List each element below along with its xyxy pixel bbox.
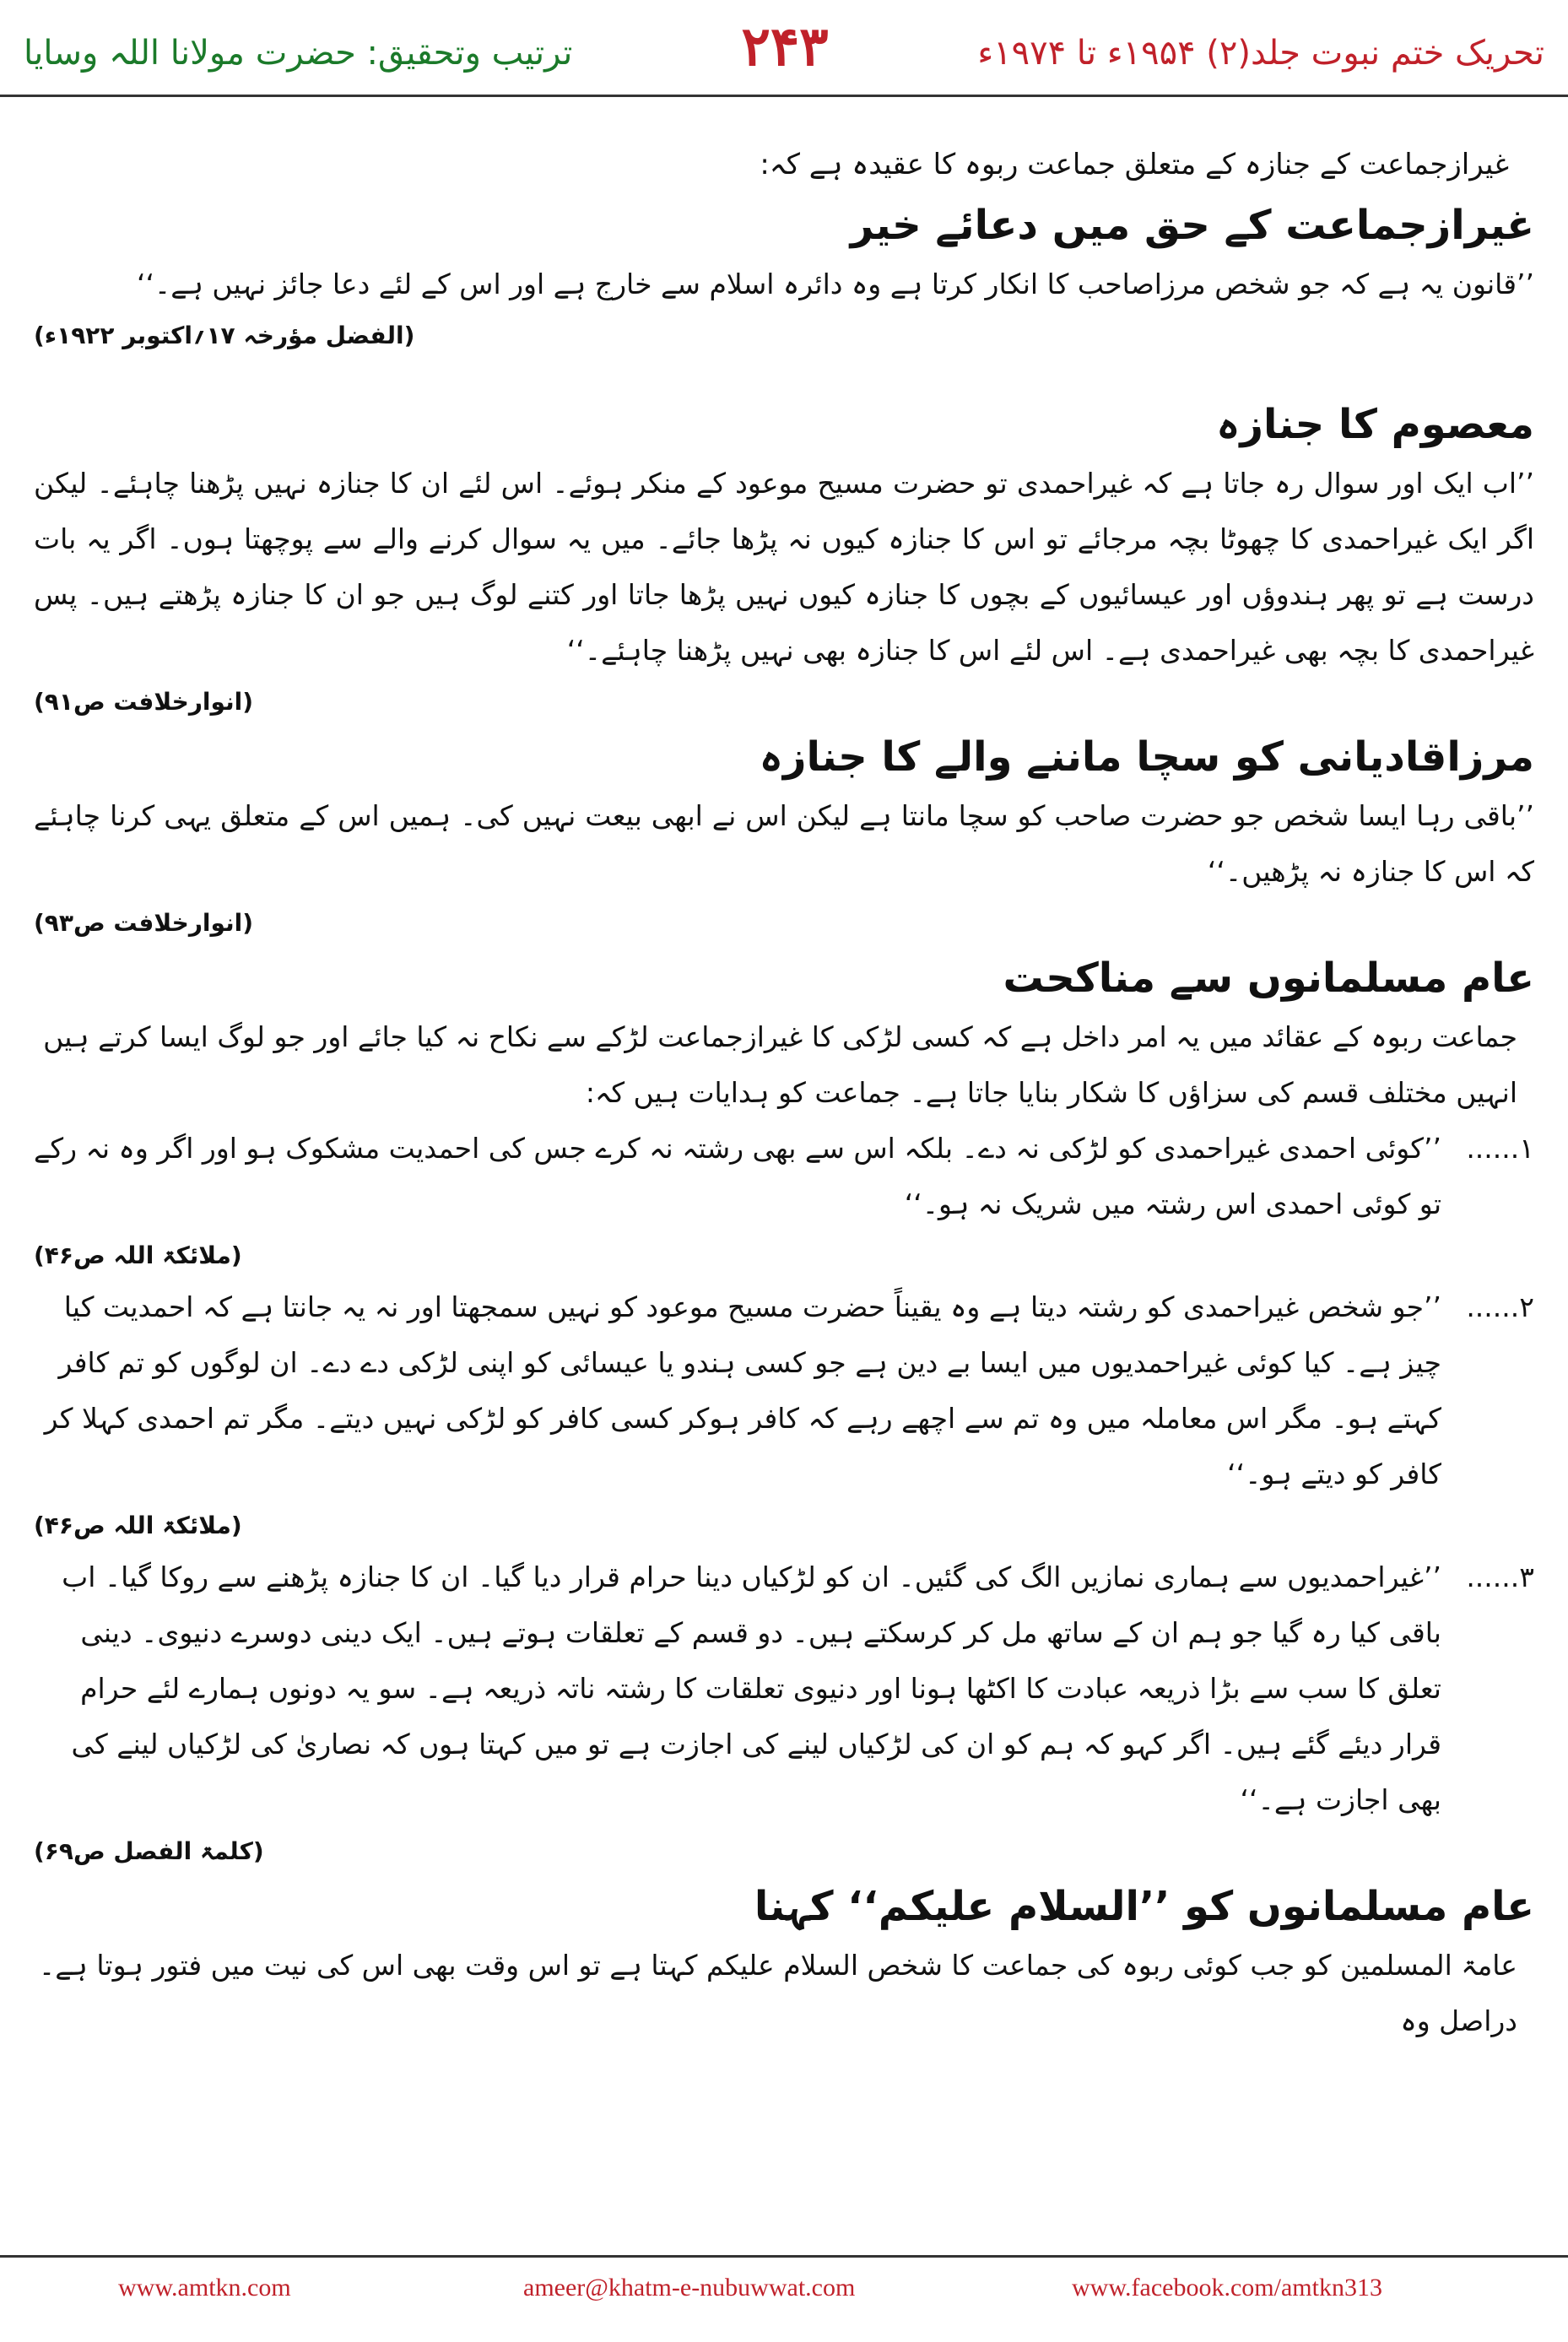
reference-prayer: (الفضل مؤرخہ ۱۷؍اکتوبر ۱۹۲۲ء) xyxy=(34,322,415,349)
reference-believer-funeral: (انوارخلافت ص۹۳) xyxy=(34,909,253,937)
section-heading-believer-funeral: مرزاقادیانی کو سچا ماننے والے کا جنازہ xyxy=(759,733,1534,781)
section-heading-salam: عام مسلمانوں کو ’’السلام علیکم‘‘ کہنا xyxy=(754,1883,1534,1930)
page-number: ۲۴۳ xyxy=(741,15,829,78)
list-item-number: ۳...... xyxy=(1466,1560,1534,1593)
website-link[interactable]: www.amtkn.com xyxy=(118,2274,291,2301)
list-item xyxy=(34,1550,1534,1875)
list-item-text: ’’کوئی احمدی غیراحمدی کو لڑکی نہ دے۔ بلکہ اس سے بھی رشتہ نہ کرے جس کی احمدیت مشکوک ہو اور اگر وہ نہ رکے تو کوئی احمدی اس رشتہ میں شریک نہ ہو۔‘‘ xyxy=(34,1132,1441,1220)
list-item xyxy=(34,1279,1534,1550)
footer-divider xyxy=(0,2255,1568,2258)
page-header xyxy=(0,0,1568,114)
spacer xyxy=(34,360,1534,393)
book-title: تحریک ختم نبوت جلد(۲) ۱۹۵۴ء تا ۱۹۷۴ء xyxy=(977,34,1544,73)
list-item-body xyxy=(34,1121,1441,1279)
email-link[interactable]: ameer@khatm-e-nubuwwat.com xyxy=(523,2274,856,2301)
list-item-body xyxy=(34,1550,1441,1875)
section-heading-child-funeral: معصوم کا جنازہ xyxy=(1216,401,1534,448)
section-heading-marriage: عام مسلمانوں سے مناکحت xyxy=(1003,955,1534,1002)
list-item-reference: (کلمۃ الفصل ص۶۹) xyxy=(34,1837,264,1865)
list-item-reference: (ملائکۃ اللہ ص۴۶) xyxy=(34,1512,242,1539)
list-item xyxy=(34,1121,1534,1279)
facebook-link[interactable]: www.facebook.com/amtkn313 xyxy=(1072,2274,1382,2301)
intro-line: غیرازجماعت کے جنازہ کے متعلق جماعت ربوہ کا عقیدہ ہے کہ: xyxy=(760,148,1509,181)
list-item-reference: (ملائکۃ اللہ ص۴۶) xyxy=(34,1241,242,1269)
quote-believer-funeral: ’’باقی رہا ایسا شخص جو حضرت صاحب کو سچا مانتا ہے لیکن اس نے ابھی بیعت نہیں کی۔ ہمیں اس کے متعلق یہی کرنا چاہئے کہ اس کا جنازہ نہ پڑھیں۔‘‘ xyxy=(34,799,1534,888)
list-item-text: ’’غیراحمدیوں سے ہماری نمازیں الگ کی گئیں۔ ان کو لڑکیاں دینا حرام قرار دیا گیا۔ ان کا جنازہ پڑھنے سے روکا گیا۔ اب باقی کیا رہ گیا جو ہم ان کے ساتھ مل کر کرسکتے ہیں۔ دو قسم کے تعلقات ہوتے ہیں۔ ایک دینی دوسرے دنیوی۔ دینی تعلق کا سب سے بڑا ذریعہ عبادت کا اکٹھا ہونا اور دنیوی تعلقات کا رشتہ ناتہ ذریعہ ہے۔ سو یہ دونوں ہمارے لئے حرام قرار دیئے گئے ہیں۔ اگر کہو کہ ہم کو ان کی لڑکیاں لینے کی اجازت ہے تو میں کہتا ہوں کہ نصاریٰ کی لڑکیاں لینے کی بھی اجازت ہے۔‘‘ xyxy=(62,1560,1441,1816)
compiler-credit: ترتیب وتحقیق: حضرت مولانا اللہ وسایا xyxy=(24,34,573,73)
list-item-body xyxy=(34,1279,1441,1550)
list-item-text: ’’جو شخص غیراحمدی کو رشتہ دیتا ہے وہ یقیناً حضرت مسیح موعود کو نہیں سمجھتا اور نہ یہ جانتا ہے کہ احمدیت کیا چیز ہے۔ کیا کوئی غیراحمدیوں میں ایسا بے دین ہے جو کسی ہندو یا عیسائی کو اپنی لڑکی دے دے۔ ان لوگوں کو تم کافر کہتے ہو۔ مگر اس معاملہ میں وہ تم سے اچھے رہے کہ کافر ہوکر کسی کافر کو لڑکی نہیں دیتے۔ مگر تم احمدی کہلا کر کافر کو دیتے ہو۔‘‘ xyxy=(44,1290,1441,1490)
reference-child-funeral: (انوارخلافت ص۹۱) xyxy=(34,688,253,716)
list-item-number: ۲...... xyxy=(1466,1290,1534,1323)
header-divider xyxy=(0,95,1568,97)
page-content xyxy=(34,135,1534,2049)
paragraph-marriage: جماعت ربوہ کے عقائد میں یہ امر داخل ہے کہ کسی لڑکی کا غیرازجماعت لڑکے سے نکاح نہ کیا جائے اور جو لوگ ایسا کرتے ہیں انہیں مختلف قسم کی سزاؤں کا شکار بنایا جاتا ہے۔ جماعت کو ہدایات ہیں کہ: xyxy=(43,1020,1517,1109)
quote-prayer: ’’قانون یہ ہے کہ جو شخص مرزاصاحب کا انکار کرتا ہے وہ دائرہ اسلام سے خارج ہے اور اس کے لئے دعا جائز نہیں ہے۔‘‘ xyxy=(136,268,1534,300)
section-heading-prayer: غیرازجماعت کے حق میں دعائے خیر xyxy=(850,202,1534,249)
paragraph-salam: عامۃ المسلمین کو جب کوئی ربوہ کی جماعت کا شخص السلام علیکم کہتا ہے تو اس وقت بھی اس کی نیت میں فتور ہوتا ہے۔ دراصل وہ xyxy=(38,1949,1517,2037)
quote-child-funeral: ’’اب ایک اور سوال رہ جاتا ہے کہ غیراحمدی تو حضرت مسیح موعود کے منکر ہوئے۔ اس لئے ان کا جنازہ نہیں پڑھنا چاہئے۔ لیکن اگر ایک غیراحمدی کا چھوٹا بچہ مرجائے تو اس کا جنازہ کیوں نہ پڑھا جائے۔ میں یہ سوال کرنے والے سے پوچھتا ہوں۔ اگر یہ بات درست ہے تو پھر ہندوؤں اور عیسائیوں کے بچوں کا جنازہ کیوں نہیں پڑھا جاتا اور کتنے لوگ ہیں جو ان کا جنازہ پڑھتے ہیں۔ پس غیراحمدی کا بچہ بھی غیراحمدی ہے۔ اس لئے اس کا جنازہ بھی نہیں پڑھنا چاہئے۔‘‘ xyxy=(34,467,1534,667)
page-footer xyxy=(0,2255,1568,2342)
list-item-number: ۱...... xyxy=(1466,1132,1534,1165)
